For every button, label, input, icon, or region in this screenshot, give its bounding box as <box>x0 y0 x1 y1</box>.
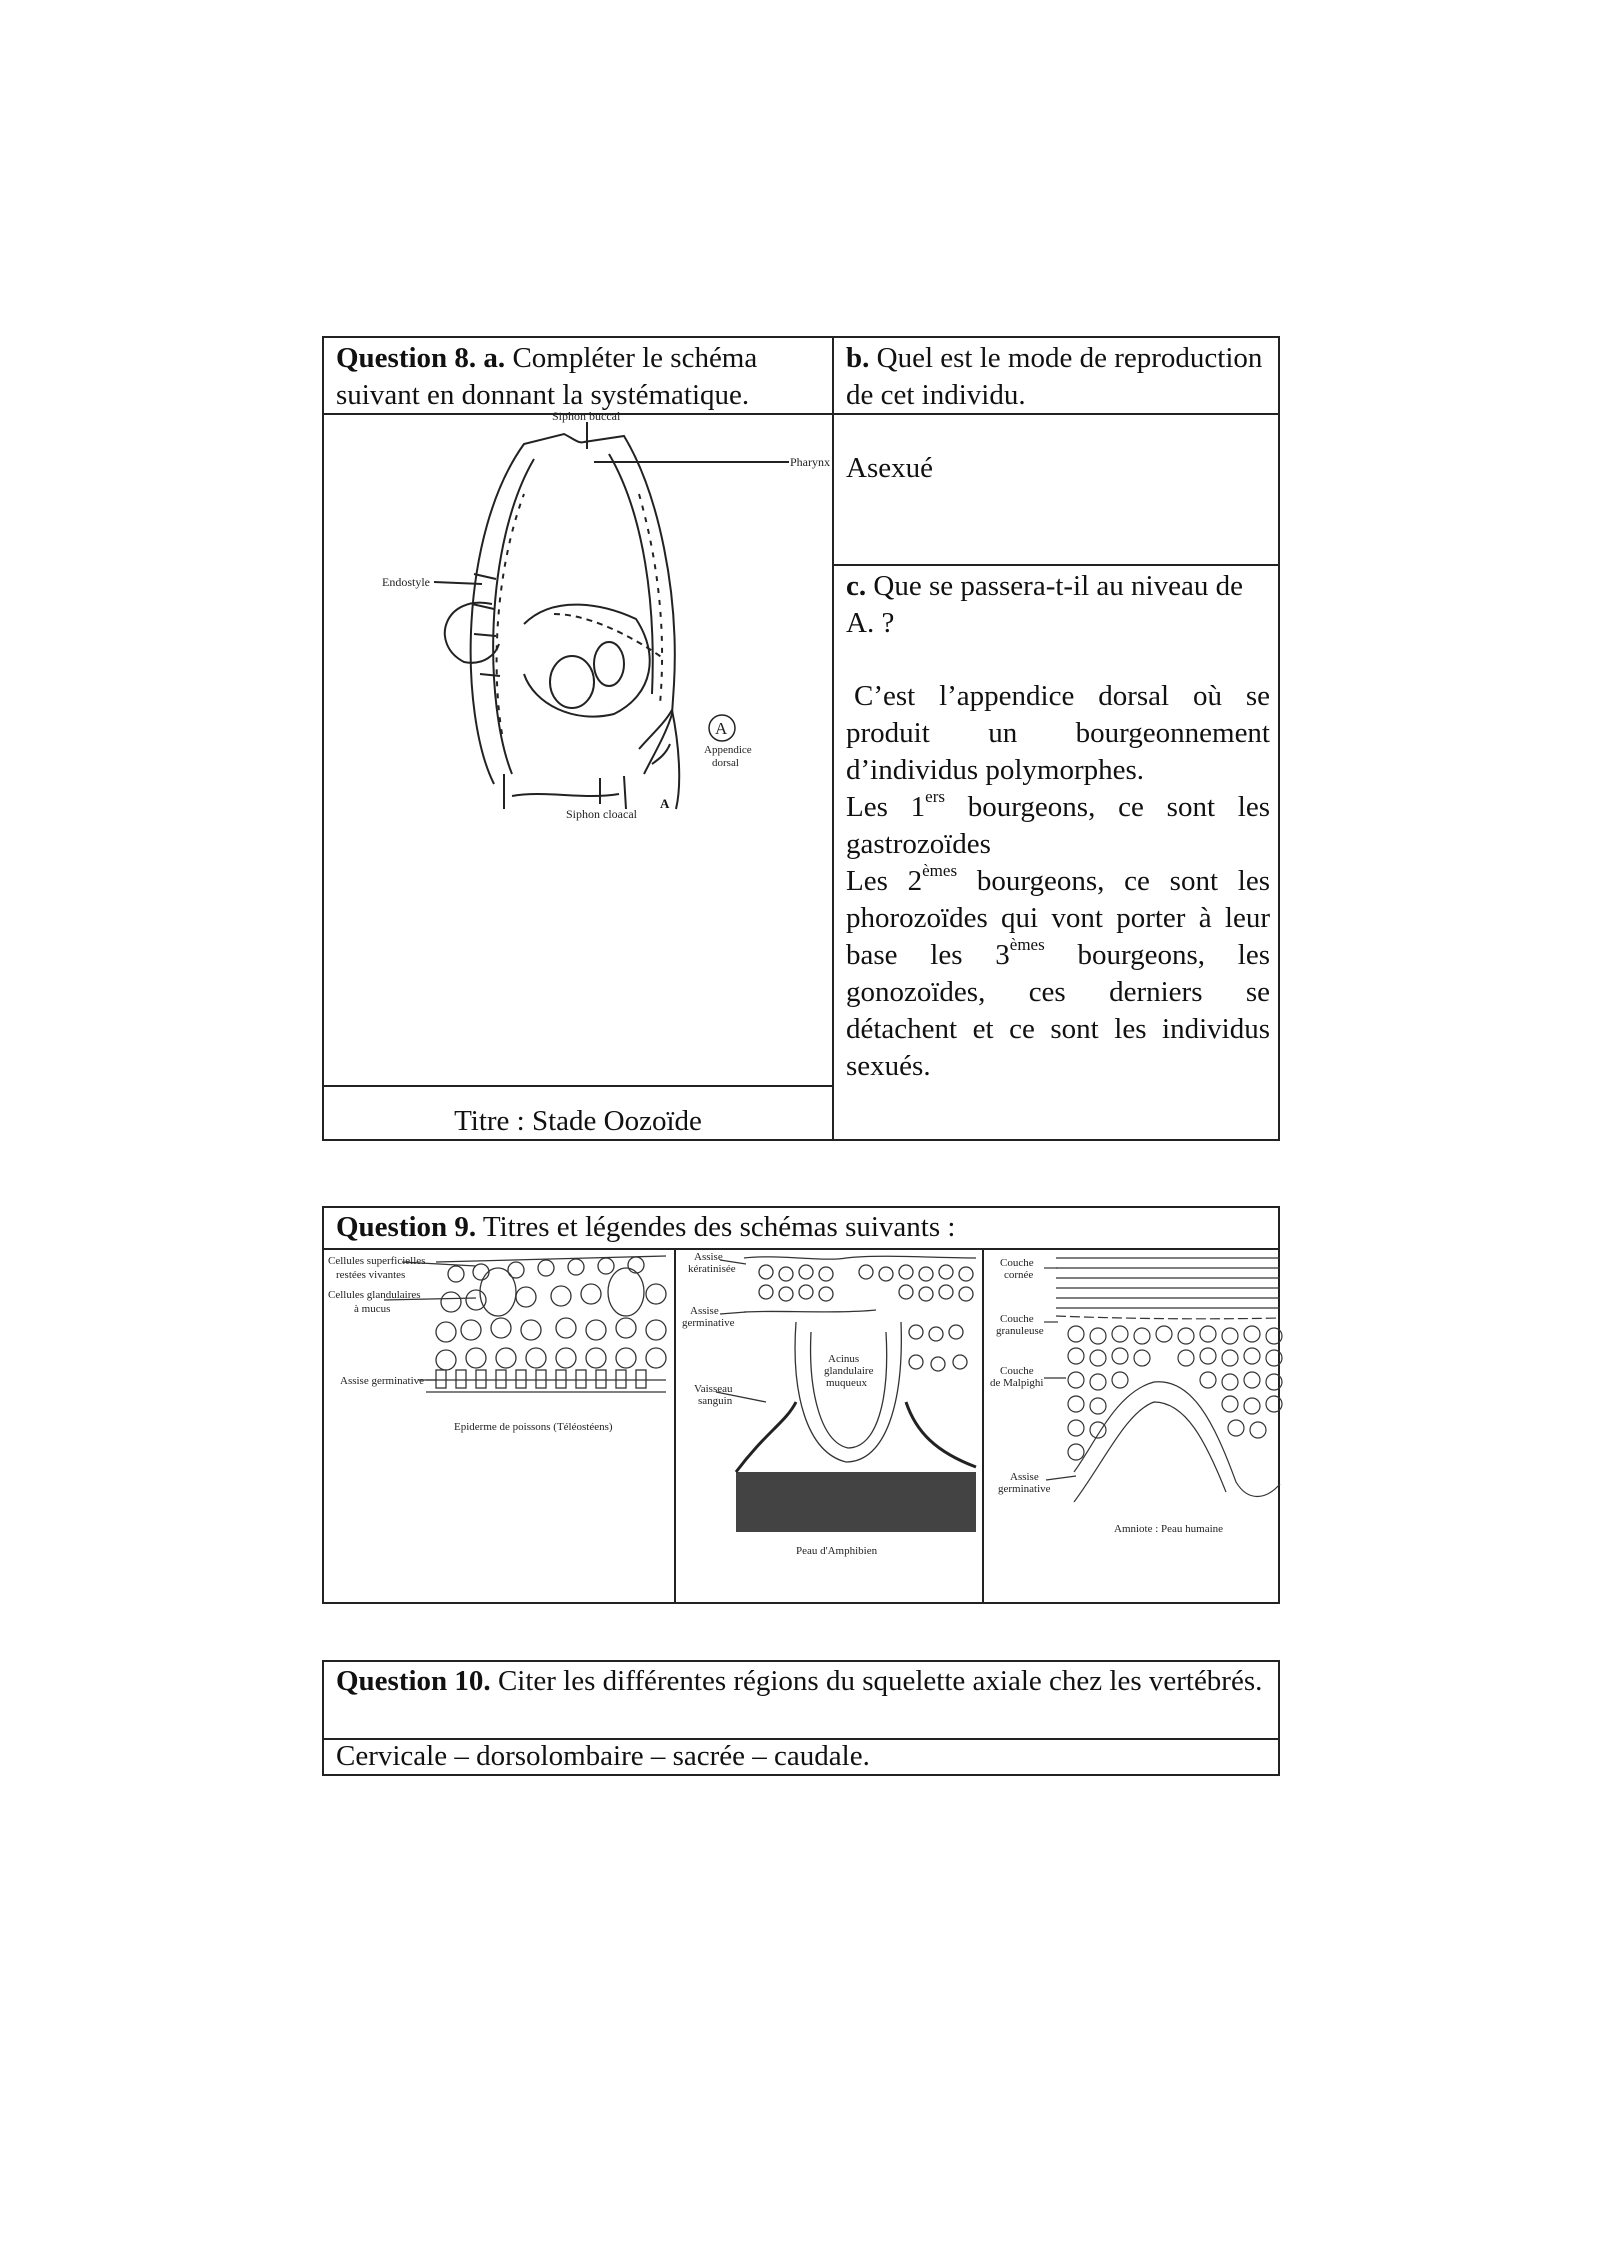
label-germinative-2: germinative <box>682 1317 735 1329</box>
label-assise-germinative-1: Assise germinative <box>340 1375 425 1387</box>
germinative-cells <box>436 1370 646 1388</box>
label-endostyle: Endostyle <box>382 575 430 589</box>
q9-divider-2 <box>982 1248 984 1604</box>
q8c-answer-para-2: Les 1ers bourgeons, ce sont les gastrozoïdes <box>846 787 1271 860</box>
label-cellules-superficielles: Cellules superficielles <box>328 1255 426 1267</box>
salpe-inner-body <box>493 454 653 774</box>
human-skin-diagram <box>986 1252 1280 1562</box>
q8-figure-title-divider <box>324 1085 832 1087</box>
label-sanguin: sanguin <box>698 1395 733 1407</box>
fish-epidermis-diagram <box>326 1252 672 1442</box>
label-dorsal: dorsal <box>712 757 739 769</box>
q8a-text: Compléter le schéma suivant en donnant la systématique. <box>336 342 758 411</box>
question-10-table <box>322 1660 1280 1776</box>
q8c-bold: c. <box>846 570 867 602</box>
question-8-table <box>322 336 1280 1141</box>
label-muqueux: muqueux <box>826 1377 867 1389</box>
label-granuleuse: granuleuse <box>996 1325 1044 1337</box>
label-malpighi: de Malpighi <box>990 1377 1044 1389</box>
q8c-answer <box>846 678 1270 1085</box>
mucus-gland-1 <box>480 1268 516 1316</box>
q8c-question <box>846 568 1270 642</box>
q8c-text: Que se passera-t-il au niveau de A. ? <box>846 570 1243 639</box>
amphibian-skin-diagram <box>676 1252 980 1562</box>
q8c-answer-para-1: C’est l’appendice dorsal où se produit un bourgeonnement d’individus polymorphes. <box>846 680 1270 786</box>
q8-figure-title: Titre : Stade Oozoïde <box>454 1105 702 1137</box>
label-couche-cornee-1: Couche <box>1000 1257 1034 1269</box>
caption-amphibian: Peau d'Amphibien <box>796 1545 878 1557</box>
circle-a-letter: A <box>715 719 728 738</box>
label-a-mucus: à mucus <box>354 1303 391 1315</box>
label-couche-malpighi-1: Couche <box>1000 1365 1034 1377</box>
q9-header <box>336 1208 955 1246</box>
label-acinus: Acinus <box>828 1353 860 1365</box>
q8-b-c-divider <box>834 564 1280 566</box>
q8c-answer-para-3: Les 2èmes bourgeons, ce sont les phorozoïdes qui vont porter à leur base les 3èmes bourgeons, les gonozoïdes, ces derniers se détachent et ce sont les individus sexués. <box>846 861 1270 1082</box>
caption-fish: Epiderme de poissons (Téléostéens) <box>454 1421 613 1433</box>
q9-text: Titres et légendes des schémas suivants : <box>482 1211 956 1243</box>
a-mark-label: A <box>660 796 670 811</box>
q10-header <box>336 1663 1270 1700</box>
label-restees-vivantes: restées vivantes <box>336 1269 406 1281</box>
label-siphon-buccal: Siphon buccal <box>552 409 621 423</box>
label-vaisseau: Vaisseau <box>694 1383 733 1395</box>
salpe-oozoid-diagram <box>382 409 830 821</box>
label-siphon-cloacal: Siphon cloacal <box>566 807 637 821</box>
q8b-answer: Asexué <box>846 452 933 484</box>
label-appendice: Appendice <box>704 744 752 756</box>
dermis-dark-layer <box>736 1472 976 1532</box>
question-9-table <box>322 1206 1280 1604</box>
label-germinative-3: germinative <box>998 1483 1051 1495</box>
label-couche-granuleuse-1: Couche <box>1000 1313 1034 1325</box>
label-glandulaire: glandulaire <box>824 1365 874 1377</box>
caption-human: Amniote : Peau humaine <box>1114 1523 1224 1535</box>
q8b-header <box>846 338 1270 414</box>
q10-text: Citer les différentes régions du squelette axiale chez les vertébrés. <box>497 1665 1263 1697</box>
label-cornee: cornée <box>1004 1269 1034 1281</box>
q8b-bold: b. <box>846 342 870 374</box>
mucus-gland-2 <box>608 1268 644 1316</box>
label-assise-3: Assise <box>1010 1471 1039 1483</box>
fish-cells <box>436 1257 666 1370</box>
q8a-bold: Question 8. a. <box>336 342 506 374</box>
q10-bold: Question 10. <box>336 1665 491 1697</box>
q9-bold: Question 9. <box>336 1211 477 1243</box>
label-assise-germinative-2a: Assise <box>690 1305 719 1317</box>
q8-column-divider <box>832 338 834 1141</box>
q8a-header <box>336 338 826 414</box>
q8b-text: Quel est le mode de reproduction de cet individu. <box>846 342 1263 411</box>
label-pharynx: Pharynx <box>790 455 830 469</box>
label-cellules-glandulaires: Cellules glandulaires <box>328 1289 421 1301</box>
q9-header-divider <box>324 1248 1280 1250</box>
q10-answer: Cervicale – dorsolombaire – sacrée – caudale. <box>336 1740 870 1772</box>
siphon-cloacal-lines <box>504 774 626 809</box>
label-assise-keratinisee-1: Assise <box>694 1251 723 1263</box>
label-keratinisee: kératinisée <box>688 1263 736 1275</box>
